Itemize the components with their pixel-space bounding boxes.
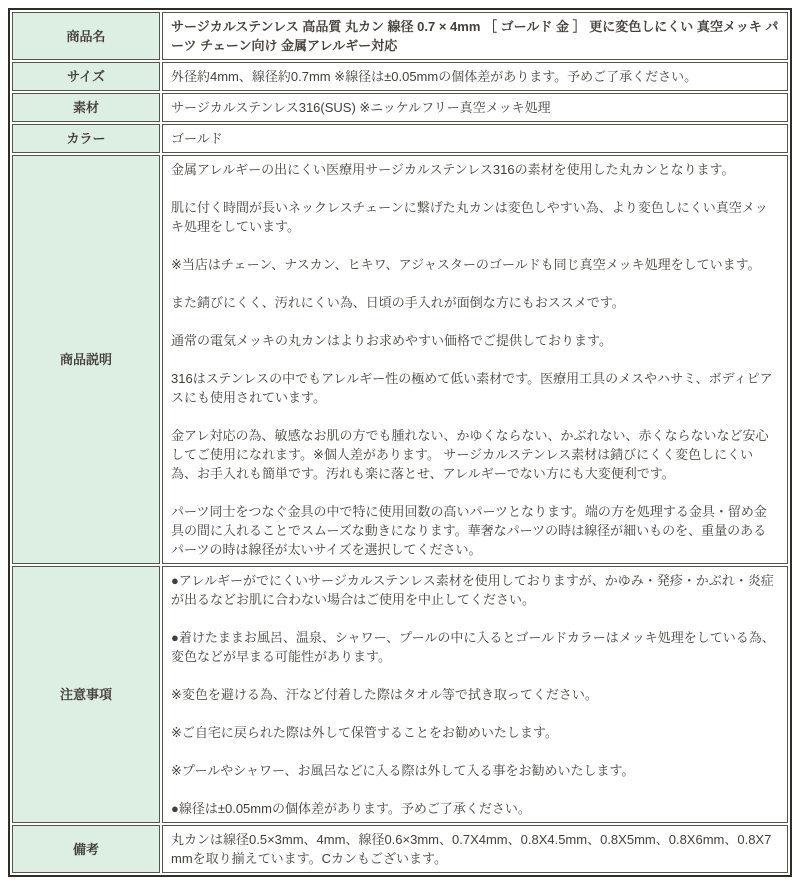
row-label: 注意事項 — [12, 566, 160, 823]
content-paragraph: 丸カンは線径0.5×3mm、4mm、線径0.6×3mm、0.7X4mm、0.8X4.5mm、0.8X5mm、0.8X6mm、0.8X7mmを取り揃えています。Cカンもございます。 — [171, 832, 772, 866]
content-paragraph: 316はステンレスの中でもアレルギー性の極めて低い素材です。医療用工具のメスやハサミ、ボディピアスにも使用されています。 — [171, 371, 773, 405]
content-paragraph: ※プールやシャワー、お風呂などに入る際は外して入る事をお勧めいたします。 — [171, 763, 635, 778]
row-content — [162, 825, 788, 873]
table-row — [12, 62, 788, 91]
content-paragraph: ※変色を避ける為、汗など付着した際はタオル等で拭き取ってください。 — [171, 687, 598, 702]
table-row — [12, 93, 788, 122]
row-content — [162, 155, 788, 564]
table-row — [12, 12, 788, 60]
row-label: サイズ — [12, 62, 160, 91]
content-paragraph: 金アレ対応の為、敏感なお肌の方でも腫れない、かゆくならない、かぶれない、赤くならないなど安心してご使用になれます。※個人差があります。 サージカルステンレス素材は錆びにくく変色しにくい為、お手入れも簡単です。汚れも楽に落とせ、アレルギーでない方にも大変便利です。 — [171, 428, 769, 481]
row-label: 商品名 — [12, 12, 160, 60]
product-spec-table — [8, 8, 792, 877]
row-label: カラー — [12, 124, 160, 153]
row-content — [162, 62, 788, 91]
table-row — [12, 825, 788, 873]
row-content — [162, 124, 788, 153]
row-label: 素材 — [12, 93, 160, 122]
content-paragraph: ●着けたままお風呂、温泉、シャワー、プールの中に入るとゴールドカラーはメッキ処理をしている為、変色などが早まる可能性があります。 — [171, 630, 775, 664]
table-row — [12, 566, 788, 823]
content-paragraph: 通常の電気メッキの丸カンはよりお求めやすい価格でご提供しております。 — [171, 333, 612, 348]
content-paragraph: ●アレルギーがでにくいサージカルステンレス素材を使用しておりますが、かゆみ・発疹・かぶれ・炎症が出るなどお肌に合わない場合はご使用を中止してください。 — [171, 573, 774, 607]
row-label: 商品説明 — [12, 155, 160, 564]
content-paragraph: 外径約4mm、線径約0.7mm ※線径は±0.05mmの個体差があります。予めご了承ください。 — [171, 69, 698, 84]
row-content — [162, 566, 788, 823]
content-paragraph: ゴールド — [171, 131, 223, 146]
row-content — [162, 12, 788, 60]
content-paragraph: サージカルステンレス316(SUS) ※ニッケルフリー真空メッキ処理 — [171, 100, 551, 115]
content-paragraph: 肌に付く時間が長いネックレスチェーンに繋げた丸カンは変色しやすい為、より変色しにくい真空メッキ処理をしています。 — [171, 200, 768, 234]
content-paragraph: ※ご自宅に戻られた際は外して保管することをお勧めいたします。 — [171, 725, 558, 740]
row-label: 備考 — [12, 825, 160, 873]
content-paragraph: ●線径は±0.05mmの個体差があります。予めご了承ください。 — [171, 801, 531, 816]
content-paragraph: また錆びにくく、汚れにくい為、日頃の手入れが面倒な方にもおススメです。 — [171, 295, 625, 310]
content-paragraph: パーツ同士をつなぐ金具の中で特に使用回数の高いパーツとなります。端の方を処理する金具・留め金具の間に入れることでスムーズな動きになります。華奢なパーツの時は線径が細いものを、重量のあるパーツの時は線径が太いサイズを選択してください。 — [171, 504, 767, 557]
table-row — [12, 124, 788, 153]
spec-table-body — [12, 12, 788, 873]
row-content — [162, 93, 788, 122]
content-paragraph: ※当店はチェーン、ナスカン、ヒキワ、アジャスターのゴールドも同じ真空メッキ処理をしています。 — [171, 257, 761, 272]
content-paragraph: サージカルステンレス 高品質 丸カン 線径 0.7 × 4mm ［ ゴールド 金 ］ 更に変色しにくい 真空メッキ パーツ チェーン向け 金属アレルギー対応 — [171, 19, 779, 53]
content-paragraph: 金属アレルギーの出にくい医療用サージカルステンレス316の素材を使用した丸カンとなります。 — [171, 162, 735, 177]
table-row — [12, 155, 788, 564]
